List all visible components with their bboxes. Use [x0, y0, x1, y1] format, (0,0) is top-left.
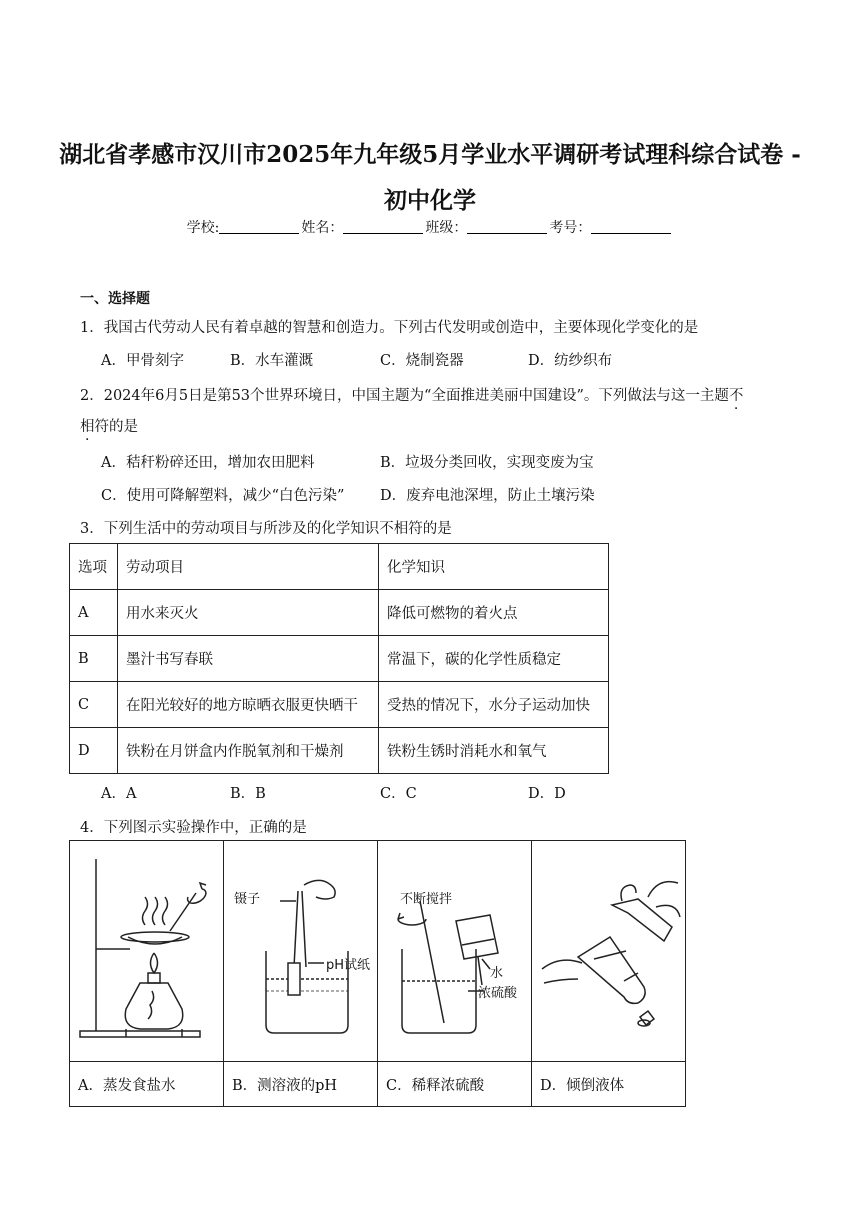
table-cell: C [70, 682, 118, 728]
q3-option-a: A．A [101, 786, 137, 802]
table-cell: 铁粉生锈时消耗水和氧气 [379, 728, 609, 774]
q2-option-a: A．秸秆粉碎还田，增加农田肥料 [101, 455, 315, 471]
q3-option-c: C．C [380, 786, 417, 802]
table-row [70, 682, 609, 728]
table-cell: 墨汁书写春联 [118, 636, 379, 682]
q4-stem: 4．下列图示实验操作中，正确的是 [80, 820, 307, 836]
table-cell: 铁粉在月饼盒内作脱氧剂和干燥剂 [118, 728, 379, 774]
doc-title-line1: 湖北省孝感市汉川市2025年九年级5月学业水平调研考试理科综合试卷 - [59, 141, 801, 168]
table-cell: B [70, 636, 118, 682]
acid-dilution-illustration [378, 841, 531, 1057]
figure-cell-dilution [378, 841, 532, 1062]
q2-stem-text: 2．2024年6月5日是第53个世界环境日，中国主题为“全面推进美丽中国建设”。下列做法与这一主题 [80, 388, 729, 404]
exam-no-blank[interactable] [591, 219, 671, 234]
q1-option-d: D．纺纱织布 [528, 353, 613, 369]
label-acid: 浓硫酸 [478, 986, 518, 1001]
table-cell: 常温下，碳的化学性质稳定 [379, 636, 609, 682]
name-blank[interactable] [343, 219, 423, 234]
table-row [70, 636, 609, 682]
q2-stem-line1 [80, 384, 743, 405]
figure-cell-pouring [532, 841, 686, 1062]
table-row [70, 590, 609, 636]
school-label: 学校: [186, 220, 220, 236]
exam-no-label: 考号： [549, 220, 592, 236]
q3-option-b: B．B [230, 786, 266, 802]
caption-a: A．蒸发食盐水 [70, 1062, 224, 1107]
q2-option-b: B．垃圾分类回收，实现变废为宝 [380, 455, 594, 471]
table-header-cell: 化学知识 [379, 544, 609, 590]
student-info [0, 217, 860, 237]
caption-b: B．测溶液的pH [224, 1062, 378, 1107]
figure-cell-ph [224, 841, 378, 1062]
q3-stem: 3．下列生活中的劳动项目与所涉及的化学知识不相符的是 [80, 521, 452, 537]
q2-emphasis-char: 不 [728, 388, 744, 404]
table-header-cell: 劳动项目 [118, 544, 379, 590]
q2-stem-line2 [80, 415, 138, 436]
name-label: 姓名： [301, 220, 344, 236]
table-header-row [70, 544, 609, 590]
label-tweezers: 镊子 [234, 892, 261, 907]
figure-cell-evaporation [70, 841, 224, 1062]
label-stir: 不断搅拌 [400, 892, 453, 907]
table-cell: 降低可燃物的着火点 [379, 590, 609, 636]
caption-c: C．稀释浓硫酸 [378, 1062, 532, 1107]
liquid-pouring-illustration [532, 841, 685, 1057]
school-blank[interactable] [219, 219, 299, 234]
q3-option-d: D．D [528, 786, 566, 802]
q2-stem-text: 符的是 [94, 419, 138, 435]
caption-d: D．倾倒液体 [532, 1062, 686, 1107]
table-header-cell: 选项 [70, 544, 118, 590]
q1-option-c: C．烧制瓷器 [380, 353, 464, 369]
q2-option-c: C．使用可降解塑料，减少“白色污染” [101, 488, 345, 504]
table-row [70, 728, 609, 774]
table-cell: D [70, 728, 118, 774]
table-cell: 在阳光较好的地方晾晒衣服更快晒干 [118, 682, 379, 728]
doc-title-line2: 初中化学 [384, 187, 476, 214]
q1-option-a: A．甲骨刻字 [101, 353, 184, 369]
ph-measurement-illustration [224, 841, 377, 1057]
q2-option-d: D．废弃电池深埋，防止土壤污染 [380, 488, 595, 504]
evaporation-apparatus-illustration [70, 841, 223, 1057]
caption-row [70, 1062, 686, 1107]
q4-figure-table [69, 840, 686, 1107]
label-ph-paper: pH试纸 [326, 958, 371, 973]
class-blank[interactable] [467, 219, 547, 234]
q1-option-b: B．水车灌溉 [230, 353, 314, 369]
class-label: 班级： [425, 220, 468, 236]
label-water: 水 [490, 966, 504, 981]
q3-table [69, 543, 609, 774]
q2-emphasis-char: 相 [80, 419, 95, 435]
table-cell: 受热的情况下，水分子运动加快 [379, 682, 609, 728]
section-heading: 一、选择题 [80, 291, 150, 307]
figure-row [70, 841, 686, 1062]
table-cell: A [70, 590, 118, 636]
table-cell: 用水来灭火 [118, 590, 379, 636]
q1-stem: 1．我国古代劳动人民有着卓越的智慧和创造力。下列古代发明或创造中，主要体现化学变化的是 [80, 320, 699, 336]
